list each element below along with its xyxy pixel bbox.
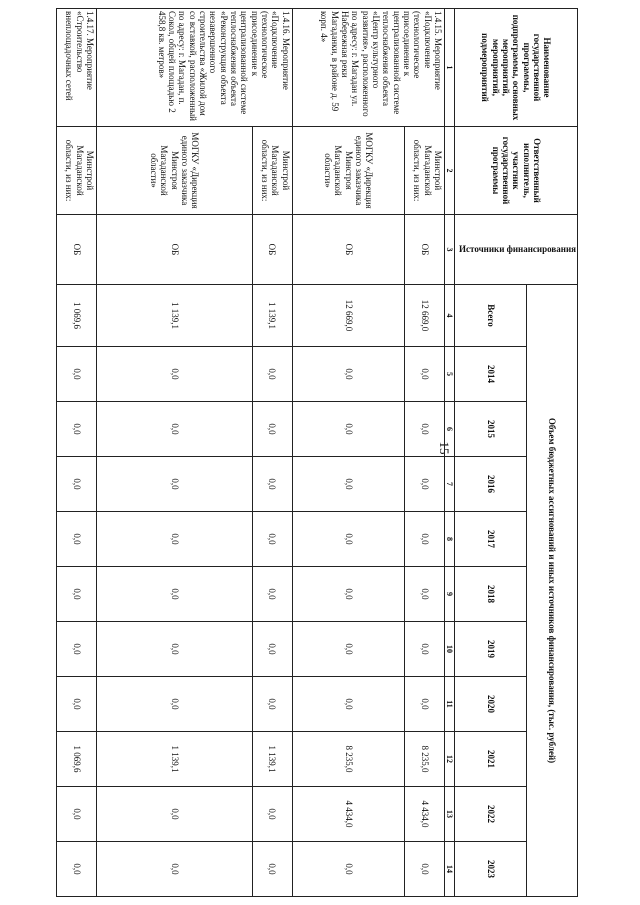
value-cell: 0,0	[292, 622, 404, 677]
col-number: 3	[445, 215, 455, 285]
value-cell: 0,0	[252, 787, 292, 842]
value-cell: 0,0	[57, 457, 97, 512]
col-number: 4	[445, 285, 455, 347]
col-number: 7	[445, 457, 455, 512]
funding-source: ОБ	[292, 215, 404, 285]
page-number: 15	[437, 441, 452, 455]
col-number: 2	[445, 127, 455, 215]
col-number: 8	[445, 512, 455, 567]
measure-name: 1.4.16. Мероприятие «Подключение (технологическое присоединение к централизованной системе теплоснабжения объекта «Реконструкция объекта незавершенного строительства «Жилой дом со вставкой, расположенный по адресу: г. Магадан, п. Сокол, общей площадью 2 458,8 кв. метров»	[97, 9, 293, 127]
value-cell: 0,0	[252, 567, 292, 622]
header-year: 2023	[455, 842, 527, 897]
value-cell: 1 139,1	[252, 732, 292, 787]
value-cell: 0,0	[292, 567, 404, 622]
value-cell: 0,0	[292, 457, 404, 512]
funding-source: ОБ	[97, 215, 252, 285]
col-number: 1	[445, 9, 455, 127]
value-cell: 4 434,0	[292, 787, 404, 842]
value-cell: 0,0	[57, 842, 97, 897]
value-cell: 1 069,6	[57, 285, 97, 347]
col-number: 5	[445, 347, 455, 402]
value-cell: 0,0	[292, 842, 404, 897]
value-cell: 1 069,6	[57, 732, 97, 787]
header-year: 2020	[455, 677, 527, 732]
value-cell: 0,0	[252, 347, 292, 402]
value-cell: 0,0	[405, 347, 445, 402]
col-number: 11	[445, 677, 455, 732]
value-cell: 0,0	[405, 677, 445, 732]
value-cell: 0,0	[97, 402, 252, 457]
value-cell: 12 669,0	[405, 285, 445, 347]
value-cell: 0,0	[405, 567, 445, 622]
executor: Минстрой Магаданской области, из них:	[252, 127, 292, 215]
value-cell: 1 139,1	[97, 732, 252, 787]
header-year: 2015	[455, 402, 527, 457]
col-number: 6	[445, 402, 455, 457]
header-name: Наименование государственной программы, подпрограммы, основных мероприятий, мероприятий, подмероприятий	[455, 9, 578, 127]
funding-source: ОБ	[405, 215, 445, 285]
value-cell: 12 669,0	[292, 285, 404, 347]
value-cell: 0,0	[57, 677, 97, 732]
value-cell: 1 139,1	[97, 285, 252, 347]
value-cell: 0,0	[97, 567, 252, 622]
col-number: 12	[445, 732, 455, 787]
value-cell: 8 235,0	[292, 732, 404, 787]
header-year: 2016	[455, 457, 527, 512]
header-year: 2022	[455, 787, 527, 842]
value-cell: 0,0	[97, 677, 252, 732]
value-cell: 0,0	[405, 622, 445, 677]
value-cell: 0,0	[292, 512, 404, 567]
header-year: 2018	[455, 567, 527, 622]
value-cell: 0,0	[252, 457, 292, 512]
header-funding-group: Объем бюджетных ассигнований и иных источников финансирования, (тыс. рублей)	[527, 285, 578, 897]
header-year: 2019	[455, 622, 527, 677]
header-source: Источники финансирования	[455, 215, 578, 285]
value-cell: 0,0	[97, 622, 252, 677]
funding-source: ОБ	[57, 215, 97, 285]
value-cell: 0,0	[405, 457, 445, 512]
col-number: 14	[445, 842, 455, 897]
value-cell: 0,0	[252, 677, 292, 732]
value-cell: 0,0	[252, 622, 292, 677]
value-cell: 0,0	[57, 347, 97, 402]
header-year: 2021	[455, 732, 527, 787]
value-cell: 0,0	[252, 842, 292, 897]
value-cell: 0,0	[57, 567, 97, 622]
value-cell: 0,0	[57, 622, 97, 677]
value-cell: 0,0	[97, 512, 252, 567]
header-executor: Ответственный исполнитель, участник государственной программы	[455, 127, 578, 215]
value-cell: 1 139,1	[252, 285, 292, 347]
value-cell: 0,0	[57, 787, 97, 842]
header-year-total: Всего	[455, 285, 527, 347]
col-number: 13	[445, 787, 455, 842]
measure-name: 1.4.15. Мероприятие «Подключение (технологическое присоединение к централизованной системе теплоснабжения объекта «Центр культурного развития», расположенного по адресу: г. Магадан ул. Набережная реки Магаданки, в районе д. 59 корп. 4»	[292, 9, 444, 127]
executor: Минстрой Магаданской области, из них:	[57, 127, 97, 215]
value-cell: 0,0	[97, 347, 252, 402]
executor: МОГКУ «Дирекция единого заказчика Минстроя Магаданской области»	[292, 127, 404, 215]
value-cell: 8 235,0	[405, 732, 445, 787]
value-cell: 4 434,0	[405, 787, 445, 842]
value-cell: 0,0	[405, 842, 445, 897]
value-cell: 0,0	[405, 512, 445, 567]
value-cell: 0,0	[57, 402, 97, 457]
rotated-page	[56, 8, 578, 896]
value-cell: 0,0	[292, 402, 404, 457]
value-cell: 0,0	[97, 457, 252, 512]
value-cell: 0,0	[97, 787, 252, 842]
value-cell: 0,0	[252, 402, 292, 457]
executor: Минстрой Магаданской области, из них:	[405, 127, 445, 215]
funding-table	[56, 8, 578, 897]
col-number: 9	[445, 567, 455, 622]
value-cell: 0,0	[252, 512, 292, 567]
funding-source: ОБ	[252, 215, 292, 285]
col-number: 10	[445, 622, 455, 677]
header-year: 2014	[455, 347, 527, 402]
value-cell: 0,0	[405, 402, 445, 457]
value-cell: 0,0	[97, 842, 252, 897]
header-year: 2017	[455, 512, 527, 567]
value-cell: 0,0	[292, 347, 404, 402]
value-cell: 0,0	[57, 512, 97, 567]
value-cell: 0,0	[292, 677, 404, 732]
executor: МОГКУ «Дирекция единого заказчика Минстроя Магаданской области»	[97, 127, 252, 215]
measure-name: 1.4.17. Мероприятие «Строительство внеплощадочных сетей	[57, 9, 97, 127]
